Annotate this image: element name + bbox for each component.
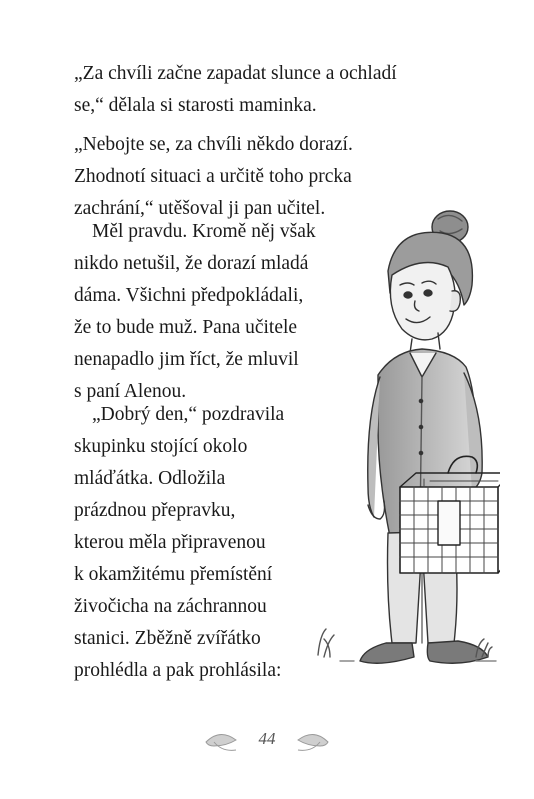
text-line: se,“ dělala si starosti maminka.: [74, 95, 317, 116]
text-line: „Nebojte se, za chvíli někdo dorazí.: [74, 134, 353, 155]
text-line: stanici. Zběžně zvířátko: [74, 628, 261, 649]
text-line: živočicha na záchrannou: [74, 596, 267, 617]
woman-with-cage-illustration: [300, 205, 500, 685]
text-line: kterou měla připravenou: [74, 532, 266, 553]
text-line: mláďátka. Odložila: [74, 468, 226, 489]
text-line: Zhodnotí situaci a určitě toho prcka: [74, 166, 352, 187]
text-line: nenapadlo jim říct, že mluvil: [74, 349, 299, 370]
text-line: skupinku stojící okolo: [74, 436, 248, 457]
text-line: Měl pravdu. Kromě něj však: [92, 221, 316, 242]
text-line: že to bude muž. Pana učitele: [74, 317, 298, 338]
page-number: 44: [258, 729, 276, 748]
text-line: „Za chvíli začne zapadat slunce a ochladí: [74, 63, 397, 84]
text-line: dáma. Všichni předpokládali,: [74, 285, 304, 306]
text-line: k okamžitému přemístění: [74, 564, 273, 585]
text-line: s paní Alenou.: [74, 381, 187, 402]
text-line: „Dobrý den,“ pozdravila: [92, 404, 285, 425]
text-line: prohlédla a pak prohlásila:: [74, 660, 282, 681]
text-line: zachrání,“ utěšoval ji pan učitel.: [74, 198, 326, 219]
text-line: nikdo netušil, že dorazí mladá: [74, 253, 309, 274]
text-line: prázdnou přepravku,: [74, 500, 236, 521]
